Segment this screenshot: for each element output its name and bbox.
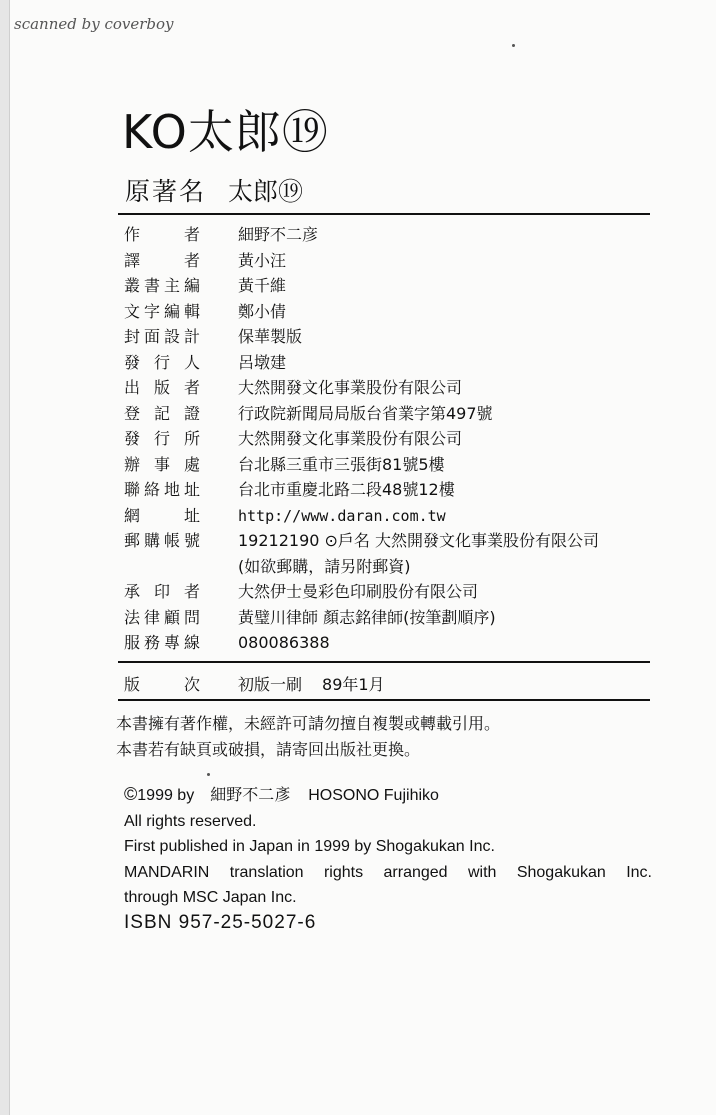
scan-credit: scanned by coverboy (14, 15, 174, 33)
credits-list (124, 222, 654, 656)
credit-row (124, 273, 654, 299)
credit-value: 080086388 (238, 633, 330, 652)
credit-row (124, 375, 654, 401)
credit-row (124, 503, 654, 529)
credit-row (124, 554, 654, 580)
copyright-line (124, 782, 652, 809)
credit-row (124, 426, 654, 452)
edition-label: 版次 (124, 675, 200, 694)
copyright-symbol: © (124, 784, 138, 804)
copyright-author-romaji: HOSONO Fujihiko (308, 787, 439, 804)
edition-value: 初版一刷 (238, 675, 303, 694)
credit-row (124, 350, 654, 376)
credit-value: 大然伊士曼彩色印刷股份有限公司 (238, 582, 479, 601)
credit-value: 台北縣三重市三張街81號5樓 (238, 454, 445, 474)
credit-label: 譯者 (124, 250, 200, 270)
credit-row (124, 528, 654, 554)
isbn: ISBN 957-25-5027-6 (124, 912, 317, 933)
credit-value: 細野不二彦 (238, 225, 319, 244)
credit-label: 辦事處 (124, 454, 200, 474)
page-gutter (0, 0, 10, 1115)
credit-label: 叢書主編 (124, 276, 200, 295)
english-line: MANDARIN translation rights arranged with Shogakukan Inc. (124, 863, 652, 881)
credit-row (124, 605, 654, 631)
scan-speck (207, 773, 210, 776)
english-line: All rights reserved. (124, 812, 257, 830)
credit-row (124, 477, 654, 503)
credit-label: 聯絡地址 (124, 480, 200, 499)
notice-line: 本書擁有著作權，未經許可請勿擅自複製或轉載引用。 (116, 714, 501, 733)
copyright-author-cjk: 細野不二彥 (210, 785, 291, 804)
credit-value: 保華製版 (238, 327, 303, 346)
credit-row (124, 452, 654, 478)
credit-value: 黃璧川律師 顏志銘律師(按筆劃順序) (238, 607, 496, 627)
credit-value: 鄭小倩 (238, 301, 287, 321)
credit-value[interactable]: http://www.daran.com.tw (238, 506, 446, 525)
credit-label: 發行人 (124, 352, 200, 372)
book-title: KO太郎⑲ (122, 105, 329, 159)
credit-row (124, 222, 654, 248)
original-title-label: 原著名 (125, 177, 207, 206)
english-line: First published in Japan in 1999 by Shogakukan Inc. (124, 838, 495, 855)
credit-label: 服務專線 (124, 633, 200, 652)
credit-label: 出版者 (124, 378, 200, 397)
edition-date: 89年1月 (322, 675, 385, 694)
divider-bottom (118, 699, 650, 701)
notice-line: 本書若有缺頁或破損，請寄回出版社更換。 (116, 740, 421, 759)
credit-label: 郵購帳號 (124, 531, 200, 550)
original-title-value: 太郎⑲ (228, 177, 304, 206)
credit-value: 台北市重慶北路二段48號12樓 (238, 480, 455, 499)
credit-value: 大然開發文化事業股份有限公司 (238, 429, 463, 448)
credit-label: 文字編輯 (124, 301, 200, 321)
credit-value: 黃千維 (238, 276, 287, 295)
credit-value: 大然開發文化事業股份有限公司 (238, 378, 463, 397)
original-title (125, 172, 303, 208)
english-line: through MSC Japan Inc. (124, 889, 297, 906)
credit-row (124, 630, 654, 656)
credit-label: 法律顧問 (124, 607, 200, 627)
copyright-notice (116, 711, 500, 763)
credit-value: 呂墩建 (238, 352, 287, 372)
divider-middle (118, 661, 650, 663)
copyright-year: 1999 by (137, 787, 195, 804)
credit-label: 發行所 (124, 429, 200, 448)
credit-row (124, 324, 654, 350)
credit-row (124, 248, 654, 274)
credit-value: 黃小汪 (238, 250, 287, 270)
credit-label: 封面設計 (124, 327, 200, 346)
credit-value: (如欲郵購，請另附郵資) (238, 556, 411, 576)
credit-row (124, 401, 654, 427)
scan-speck (512, 44, 515, 47)
credit-value: 行政院新聞局局版台省業字第497號 (238, 403, 493, 423)
credit-value: 19212190 ⊙戶名 大然開發文化事業股份有限公司 (238, 531, 600, 550)
edition-row (124, 672, 654, 695)
divider-top (118, 213, 650, 215)
english-rights (124, 782, 652, 911)
credit-label: 作者 (124, 225, 200, 244)
credit-row (124, 299, 654, 325)
credit-label: 承印者 (124, 582, 200, 601)
credit-label: 登記證 (124, 403, 200, 423)
credit-row (124, 579, 654, 605)
credit-label: 網址 (124, 505, 200, 525)
